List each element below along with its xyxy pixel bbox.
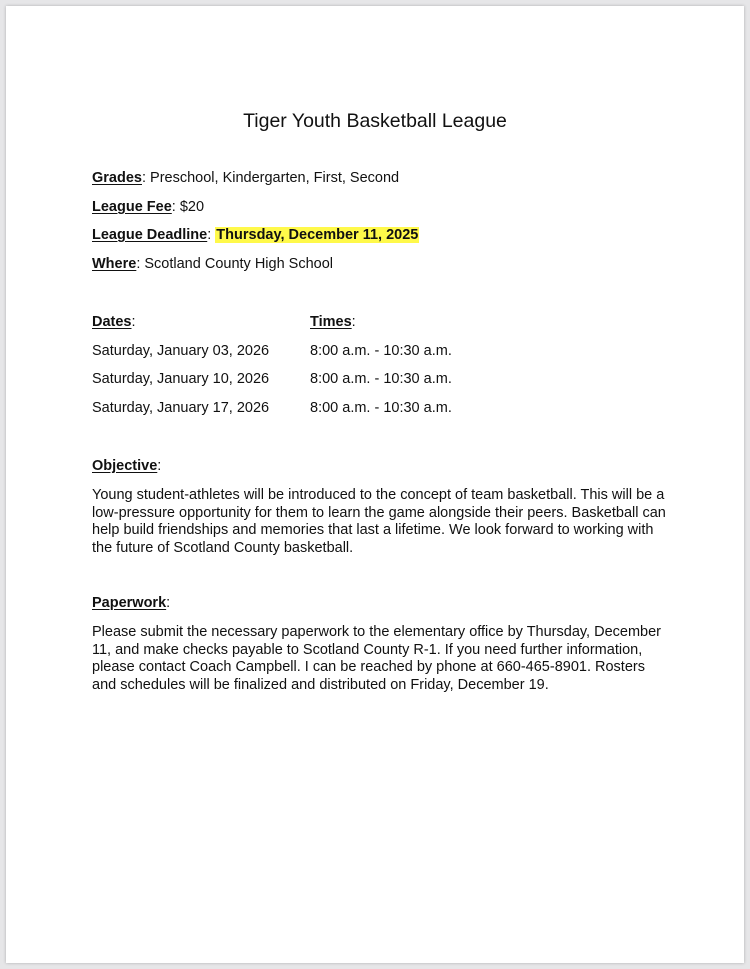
objective-colon: : — [157, 458, 162, 474]
schedule-date-2: Saturday, January 10, 2026 — [92, 371, 270, 387]
schedule-time-3: 8:00 a.m. - 10:30 a.m. — [310, 400, 452, 416]
league-deadline-line — [92, 227, 419, 243]
dates-header — [92, 314, 136, 330]
where-value: : Scotland County High School — [136, 256, 333, 272]
league-deadline-label: League Deadline — [92, 227, 208, 243]
objective-heading — [92, 458, 161, 474]
league-fee-value: : $20 — [171, 199, 205, 215]
schedule-time-1: 8:00 a.m. - 10:30 a.m. — [310, 343, 452, 359]
grades-value: : Preschool, Kindergarten, First, Second — [141, 170, 400, 186]
objective-text: Young student-athletes will be introduced to the concept of team basketball. This will be a low-pressure opportunity for them to learn the game alongside their peers. Basketball can help build friendships and memories that last a lifetime. We look forward to working with the future of Scotland County basketball. — [92, 487, 666, 556]
document-title: Tiger Youth Basketball League — [243, 110, 507, 132]
document-page — [6, 6, 744, 963]
grades-label: Grades — [92, 170, 142, 186]
times-label: Times — [310, 314, 352, 330]
objective-label: Objective — [92, 458, 158, 474]
schedule-date-1: Saturday, January 03, 2026 — [92, 343, 270, 359]
times-header — [310, 314, 356, 330]
where-label: Where — [92, 256, 137, 272]
schedule-time-2: 8:00 a.m. - 10:30 a.m. — [310, 371, 452, 387]
schedule-date-3: Saturday, January 17, 2026 — [92, 400, 270, 416]
paperwork-text: Please submit the necessary paperwork to the elementary office by Thursday, December 11, and make checks payable to Scotland County R-1. If you need further information, please contact Coach Campbell. I can be reached by phone at 660-465-8901. Rosters and schedules will be finalized and distributed on Friday, December 19. — [92, 624, 662, 693]
times-colon: : — [351, 314, 356, 330]
league-deadline-value: Thursday, December 11, 2025 — [216, 227, 419, 243]
paperwork-label: Paperwork — [92, 595, 167, 611]
where-line — [92, 256, 333, 272]
dates-colon: : — [131, 314, 136, 330]
paperwork-colon: : — [166, 595, 171, 611]
grades-line — [92, 170, 399, 186]
dates-label: Dates — [92, 314, 132, 330]
league-fee-line — [92, 199, 204, 215]
paperwork-heading — [92, 595, 170, 611]
league-fee-label: League Fee — [92, 199, 172, 215]
league-deadline-sep: : — [207, 227, 216, 243]
